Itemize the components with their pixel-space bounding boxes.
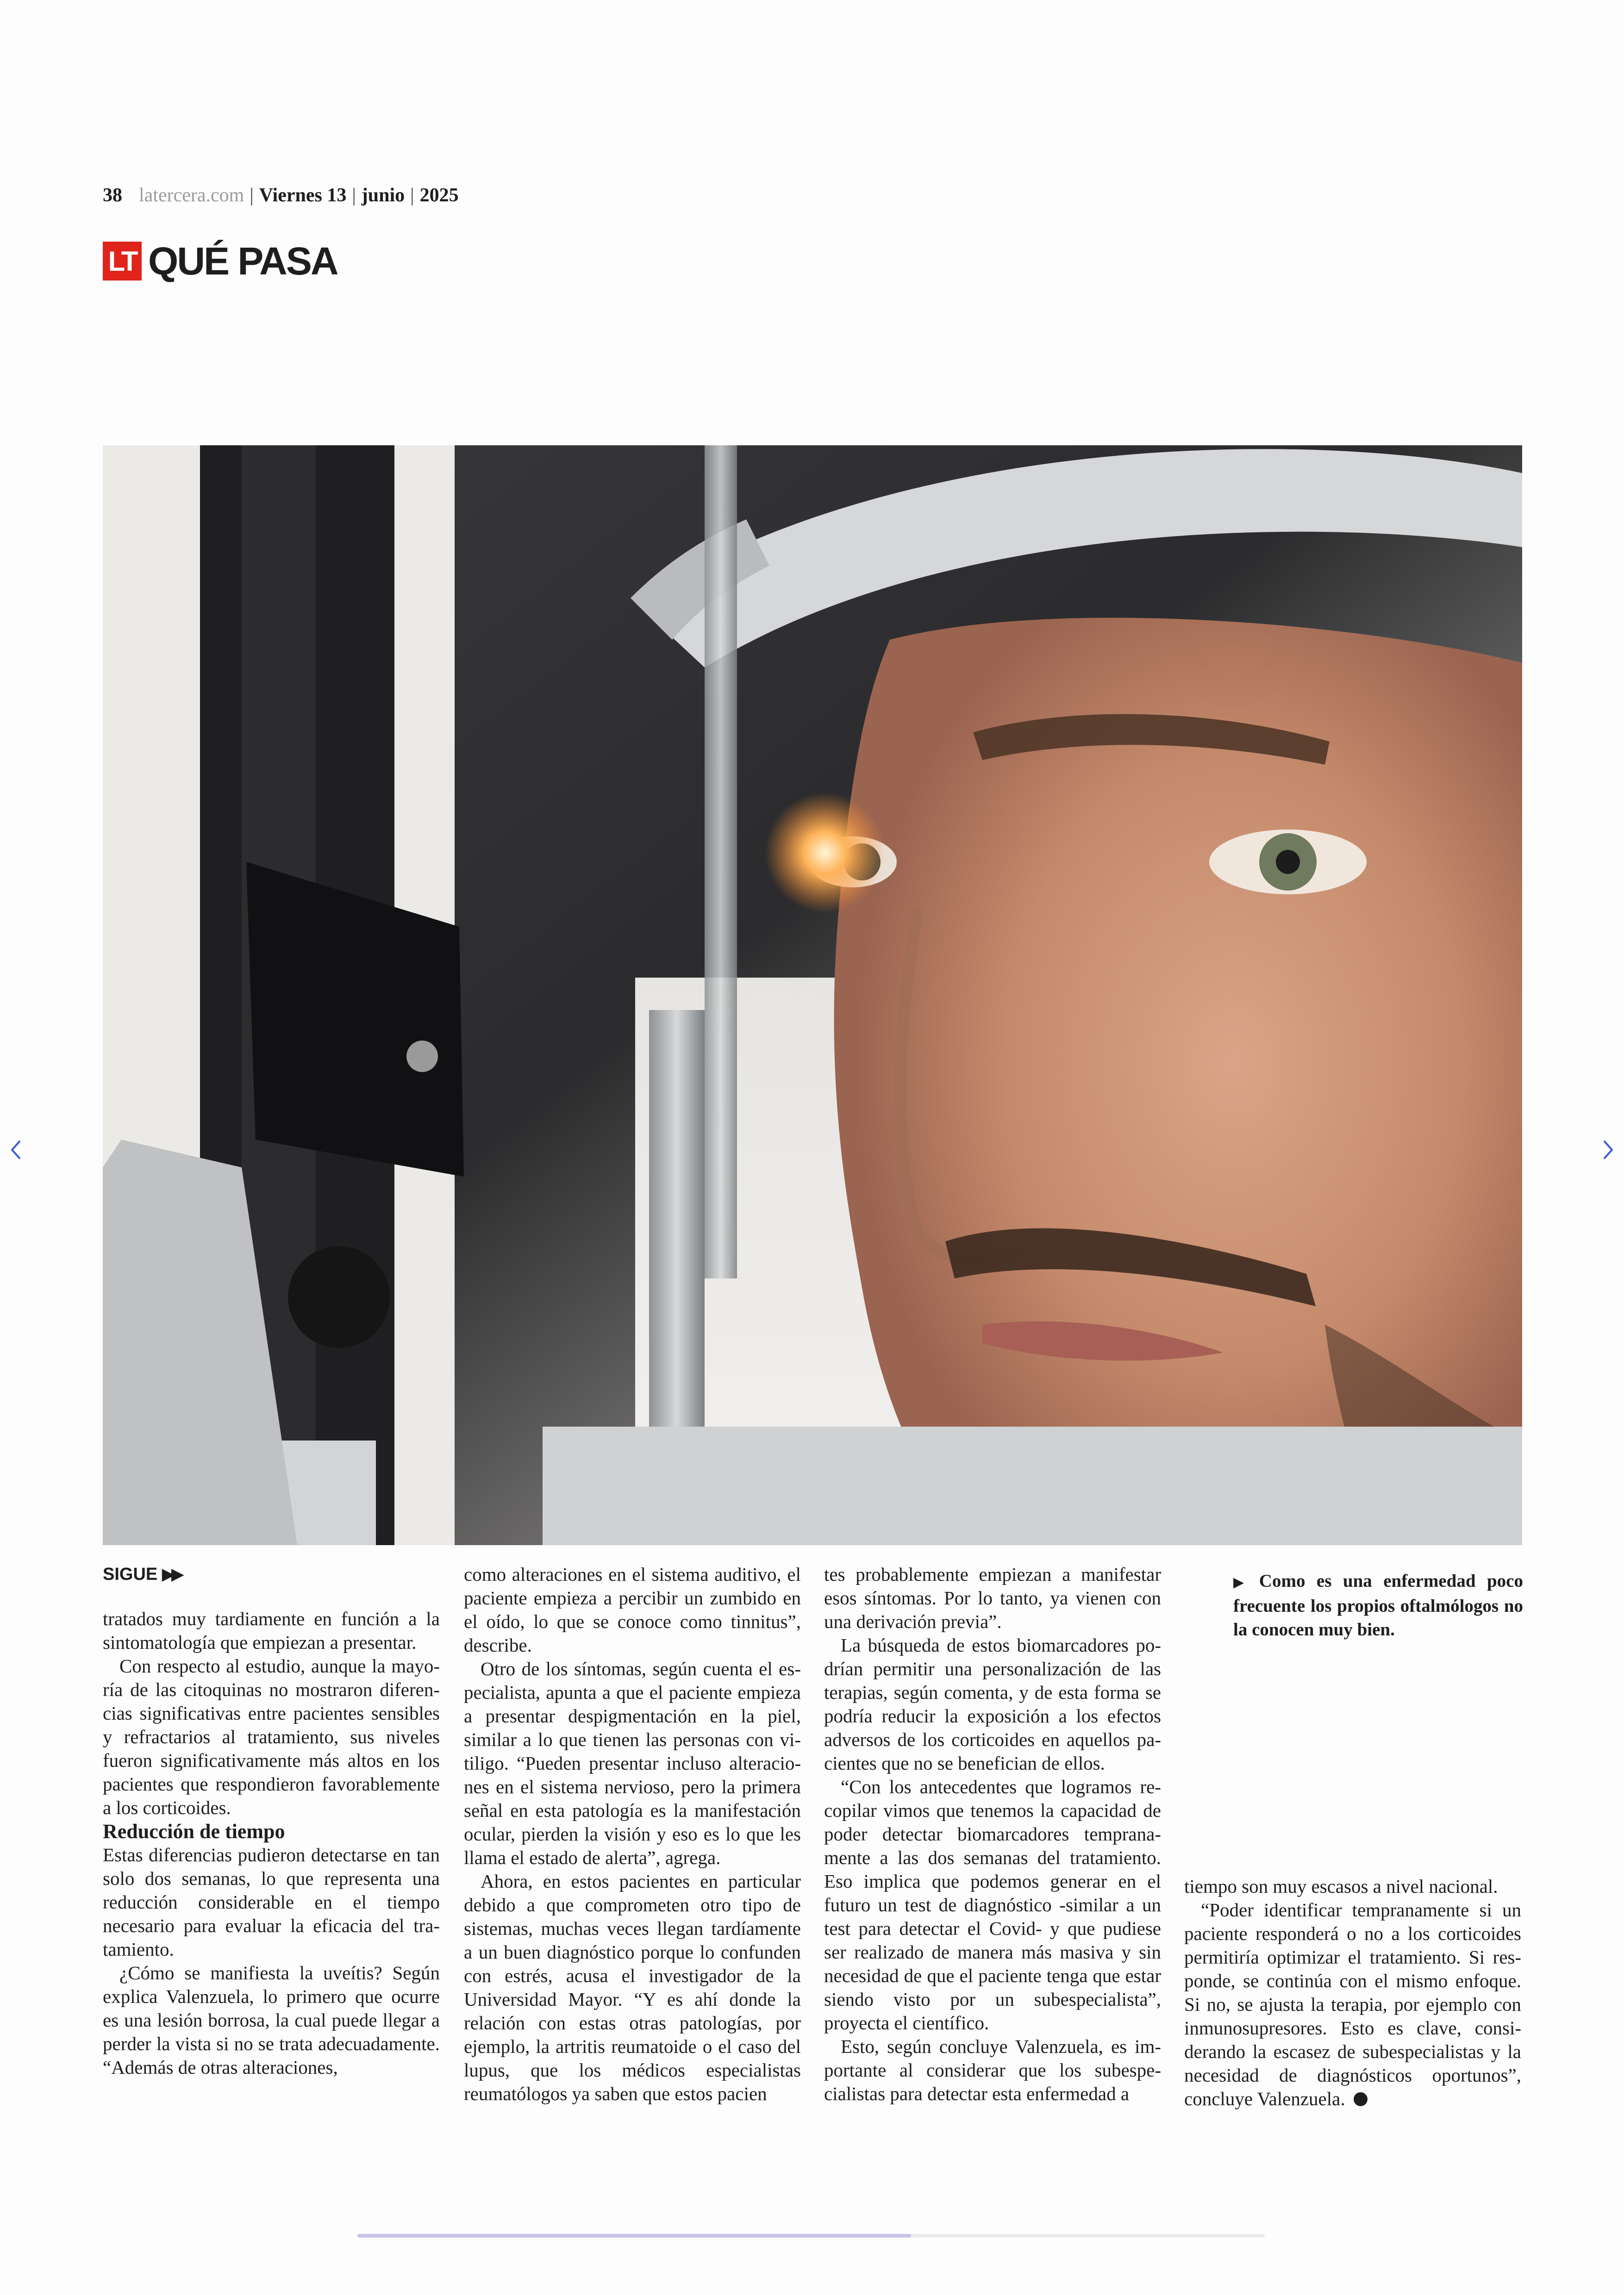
double-arrow-icon: ▶▶ xyxy=(162,1565,181,1583)
paragraph xyxy=(1184,1898,1521,2111)
paragraph: tes probablemente empiezan a manifestar esos síntomas. Por lo tanto, ya vienen con una derivación previa”. xyxy=(824,1564,1161,1632)
chevron-left-icon xyxy=(6,1136,25,1164)
paragraph: Esto, según concluye Valenzuela, es importante al considerar que los subespecialistas para detectar esta enfermedad a xyxy=(824,2036,1161,2104)
paragraph: Con respecto al estudio, aunque la mayoría de las citoquinas no mostraron diferencias significativas entre pacientes sensibles y refractarios al tratamiento, sus niveles fueron significativamente más altos en los pacientes que respondieron favorablemente a los corticoides. xyxy=(103,1655,440,1818)
next-page-button[interactable] xyxy=(1599,1136,1618,1164)
photo-illustration xyxy=(103,445,1522,1545)
paragraph: tratados muy tardiamente en función a la sintomatología que empiezan a presentar. xyxy=(103,1608,440,1653)
paragraph: Estas diferencias pudieron detectarse en tan solo dos semanas, lo que representa una reducción considerable en el tiempo necesario para evaluar la eficacia del tratamiento. xyxy=(103,1844,440,1960)
paragraph: “Con los antecedentes que logramos recopilar vimos que tenemos la capacidad de poder detectar biomarcadores tempranamente a las dos semanas del tratamiento. Eso implica que podemos generar en el futuro un test de diagnóstico -similar a un test para detectar el Covid- y que pudiese ser realizado de manera más masiva y sin necesidad de que el paciente tenga que estar siendo visto por un subespecialista”, proyecta el científico. xyxy=(824,1776,1161,2033)
article-column-2 xyxy=(464,1563,801,2106)
end-of-article-icon xyxy=(1354,2092,1368,2106)
continued-label: SIGUE xyxy=(103,1565,158,1584)
paragraph-text: “Poder identificar tempranamente si un paciente responderá o no a los corticoides permitiría optimizar el tratamiento. Si responde, se continúa con el mismo enfoque. Si no, se ajusta la terapia, por ejemplo con inmunosupresores. Esto es clave, considerando la escasez de subespecialistas y la necesidad de diagnósticos oportunos”, concluye Valenzuela. xyxy=(1184,1899,1521,2109)
article-column-1 xyxy=(103,1563,440,2079)
folio-month: junio xyxy=(361,185,405,206)
paragraph: como alteraciones en el sistema auditivo, el paciente empieza a percibir un zumbido en el oído, lo que se conoce como tinnitus”, describe. xyxy=(464,1564,801,1656)
paragraph: Ahora, en estos pacientes en particular debido a que comprometen otro tipo de sistemas, muchas veces llegan tardíamente a un buen diagnóstico porque lo confunden con estrés, acusa el investigador de la Universidad Mayor. “Y es ahí donde la relación con estas otras patologías, por ejemplo, la artritis reumatoide o el caso del lupus, que los médicos especialistas reumatólogos ya saben que estos pacien xyxy=(464,1871,801,2104)
site-name[interactable]: latercera.com xyxy=(139,185,244,206)
folio-line xyxy=(103,184,459,206)
page-number: 38 xyxy=(103,185,122,206)
caption-arrow-icon: ▶ xyxy=(1233,1574,1251,1590)
chevron-right-icon xyxy=(1599,1136,1618,1164)
paragraph: La búsqueda de estos biomarcadores podrían permitir una personalización de las terapias, según comenta, y de esta forma se podría reducir la exposición a los efectos adversos de los corticoides en aquellos pacientes que no se benefician de ellos. xyxy=(824,1634,1161,1774)
folio-separator: | xyxy=(250,185,254,206)
section-logo xyxy=(103,239,337,283)
section-subheading: Reducción de tiempo xyxy=(103,1820,285,1843)
continued-marker xyxy=(103,1563,440,1586)
caption-text: Como es una enfermedad poco frecuente los propios oftalmólogos no la conocen muy bien. xyxy=(1233,1571,1523,1640)
folio-separator: | xyxy=(352,185,356,206)
folio-year: 2025 xyxy=(419,185,459,206)
section-name: QUÉ PASA xyxy=(148,239,337,283)
photo-caption xyxy=(1233,1569,1523,1641)
article-column-4 xyxy=(1184,1875,1521,2111)
article-photo xyxy=(103,445,1522,1545)
paragraph: Otro de los síntomas, según cuenta el especialista, apunta a que el paciente empieza a presentar despigmentación en la piel, similar a lo que tienen las personas con vitiligo. “Pueden presentar incluso alteraciones en el sistema nervioso, pero la primera señal en esta patología es la manifestación ocular, pierden la visión y eso es lo que les llama el estado de alerta”, agrega. xyxy=(464,1658,801,1868)
folio-separator: | xyxy=(410,185,414,206)
folio-date: Viernes 13 xyxy=(259,185,347,206)
article-column-3 xyxy=(824,1563,1161,2106)
reading-progress-fill xyxy=(357,2234,911,2238)
prev-page-button[interactable] xyxy=(6,1136,25,1164)
lt-logo-badge: LT xyxy=(103,242,142,281)
paragraph: ¿Cómo se manifiesta la uveítis? Según explica Valenzuela, lo primero que ocurre es una lesión borrosa, la cual puede llegar a perder la vista si no se trata adecuadamente. “Además de otras alteraciones, xyxy=(103,1962,440,2078)
paragraph: tiempo son muy escasos a nivel nacional. xyxy=(1184,1876,1498,1897)
